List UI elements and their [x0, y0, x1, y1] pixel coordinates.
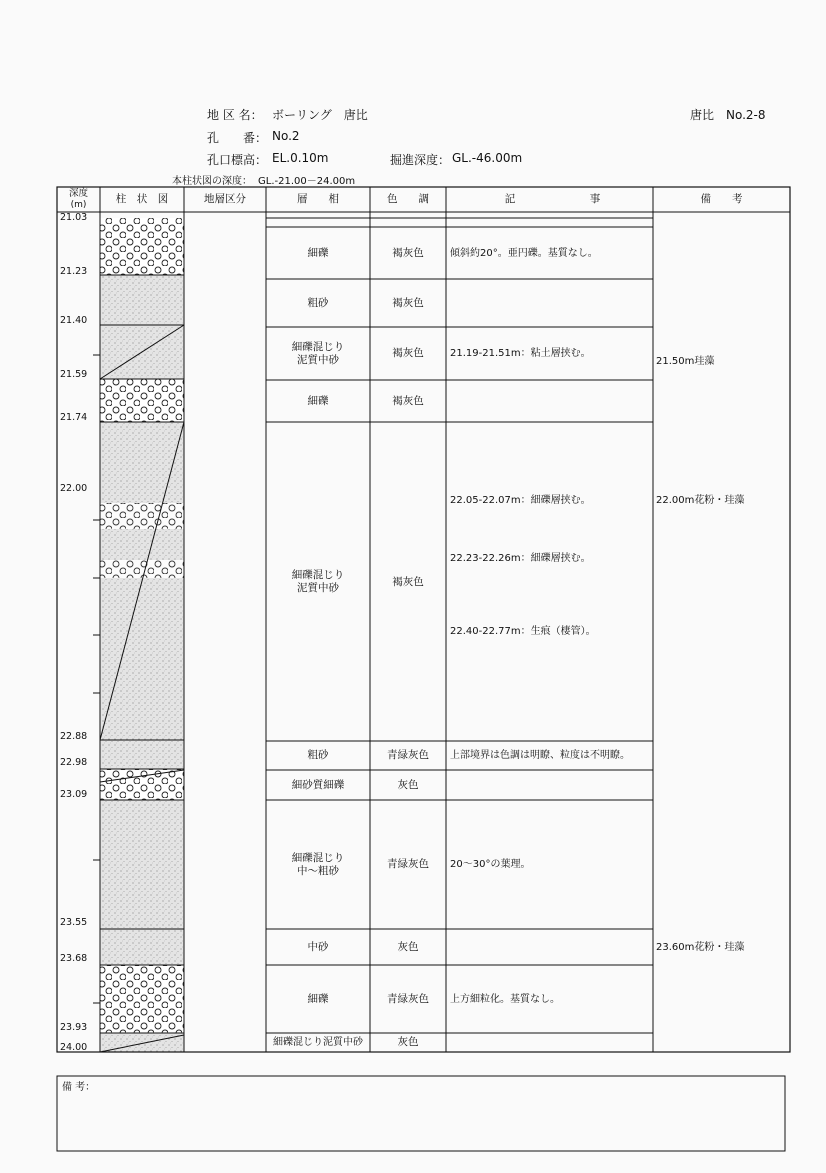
district-label: 地 区 名： — [207, 108, 263, 122]
depth-label: 21.59 — [60, 369, 88, 380]
depth-label: 22.98 — [60, 757, 88, 768]
notes-cell: 上方細粒化。基質なし。 — [450, 993, 560, 1005]
col-header-division: 地層区分 — [204, 193, 246, 205]
col-header-facies: 層 相 — [297, 193, 339, 205]
depth-label: 23.68 — [60, 953, 88, 964]
facies-cell: 細礫 — [307, 992, 329, 1005]
lithology-sandy-gravel — [100, 769, 184, 800]
depth-label: 23.09 — [60, 789, 88, 800]
elevation-value: EL.0.10m — [272, 151, 329, 165]
footer-remarks-label: 備 考： — [62, 1082, 96, 1093]
lithology-gravel-band-1 — [100, 503, 184, 529]
notes-cell: 21.19-21.51m：粘土層挟む。 — [450, 348, 591, 359]
facies-cell: 細礫 — [307, 394, 329, 407]
depth-label: 24.00 — [60, 1042, 88, 1053]
facies-line: 泥質中砂 — [297, 582, 339, 594]
color-cell: 青緑灰色 — [387, 858, 429, 870]
col-header-column-chart: 柱 状 図 — [115, 193, 169, 205]
depth-label: 22.88 — [60, 731, 88, 742]
col-header-color: 色 調 — [387, 193, 429, 205]
notes-cell: 上部境界は色調は明瞭、粒度は不明瞭。 — [450, 750, 630, 761]
facies-cell: 細砂質細礫 — [291, 778, 345, 791]
color-cell: 褐灰色 — [392, 296, 424, 309]
facies-cell — [266, 800, 370, 929]
depth-label: 21.03 — [60, 212, 88, 223]
facies-cell — [266, 327, 370, 380]
progress-depth-value: GL.-46.00m — [452, 151, 523, 165]
depth-label: 23.55 — [60, 917, 88, 928]
facies-line: 細礫混じり — [291, 340, 345, 353]
color-cell: 青緑灰色 — [387, 992, 429, 1005]
facies-cell: 中砂 — [307, 940, 329, 953]
hole-value: No.2 — [272, 129, 300, 143]
notes-cell: 22.23-22.26m：細礫層挟む。 — [450, 552, 591, 564]
chart-range-value: GL.-21.00－24.00m — [258, 176, 356, 187]
depth-label: 21.23 — [60, 266, 88, 277]
facies-line: 細礫混じり — [291, 569, 345, 581]
lithology-coarse-sand-2 — [100, 740, 184, 769]
color-cell: 灰色 — [397, 778, 419, 791]
col-header-remarks: 備 考 — [700, 193, 743, 205]
col-header-notes-b: 事 — [589, 193, 601, 205]
color-cell: 青緑灰色 — [387, 749, 429, 761]
depth-label: 21.40 — [60, 315, 88, 326]
remarks-cell: 23.60m花粉・珪藻 — [656, 941, 745, 953]
remarks-cell: 21.50m珪藻 — [656, 356, 715, 367]
hole-label: 孔 番： — [207, 131, 268, 145]
elevation-label: 孔口標高： — [207, 153, 268, 167]
lithology-medium-coarse-sand — [100, 800, 184, 929]
color-cell: 褐灰色 — [392, 575, 424, 588]
facies-cell — [266, 560, 370, 604]
lithology-gravel-band-2 — [100, 560, 184, 578]
facies-cell: 細礫混じり泥質中砂 — [273, 1037, 363, 1048]
color-cell: 褐灰色 — [392, 246, 424, 259]
facies-cell: 粗砂 — [307, 749, 329, 761]
color-cell: 褐灰色 — [392, 347, 424, 359]
notes-cell: 22.05-22.07m：細礫層挟む。 — [450, 494, 591, 506]
progress-depth-label: 掘進深度： — [390, 153, 451, 167]
col-header-depth-unit: (m) — [70, 199, 87, 210]
notes-cell: 22.40-22.77m：生痕（棲管）。 — [450, 625, 596, 637]
remarks-cell: 22.00m花粉・珪藻 — [656, 494, 745, 506]
lithology-gravel-3 — [100, 965, 184, 1033]
depth-label: 22.00 — [60, 483, 88, 494]
color-cell: 褐灰色 — [392, 394, 424, 407]
depth-label: 21.74 — [60, 412, 88, 423]
document-code: 唐比 No.2-8 — [690, 108, 766, 122]
facies-line: 細礫混じり — [291, 851, 345, 864]
facies-line: 泥質中砂 — [297, 353, 339, 366]
depth-label: 23.93 — [60, 1022, 88, 1033]
col-header-notes-a: 記 — [504, 193, 516, 205]
lithology-coarse-sand-1 — [100, 275, 184, 325]
facies-cell: 粗砂 — [307, 296, 329, 309]
col-header-depth: 深度 — [68, 187, 88, 199]
color-cell: 灰色 — [397, 940, 419, 953]
facies-cell: 細礫 — [307, 246, 329, 259]
facies-line: 中～粗砂 — [297, 864, 339, 877]
notes-cell: 20～30°の葉理。 — [450, 859, 531, 870]
district-value: ボーリング 唐比 — [272, 108, 368, 122]
lithology-gravel-2 — [100, 379, 184, 422]
lithology-medium-sand — [100, 929, 184, 965]
color-cell: 灰色 — [397, 1036, 419, 1048]
chart-range-label: 本柱状図の深度： — [172, 176, 252, 187]
lithology-gravel-1 — [100, 218, 184, 275]
notes-cell: 傾斜約20°。亜円礫。基質なし。 — [450, 247, 598, 259]
